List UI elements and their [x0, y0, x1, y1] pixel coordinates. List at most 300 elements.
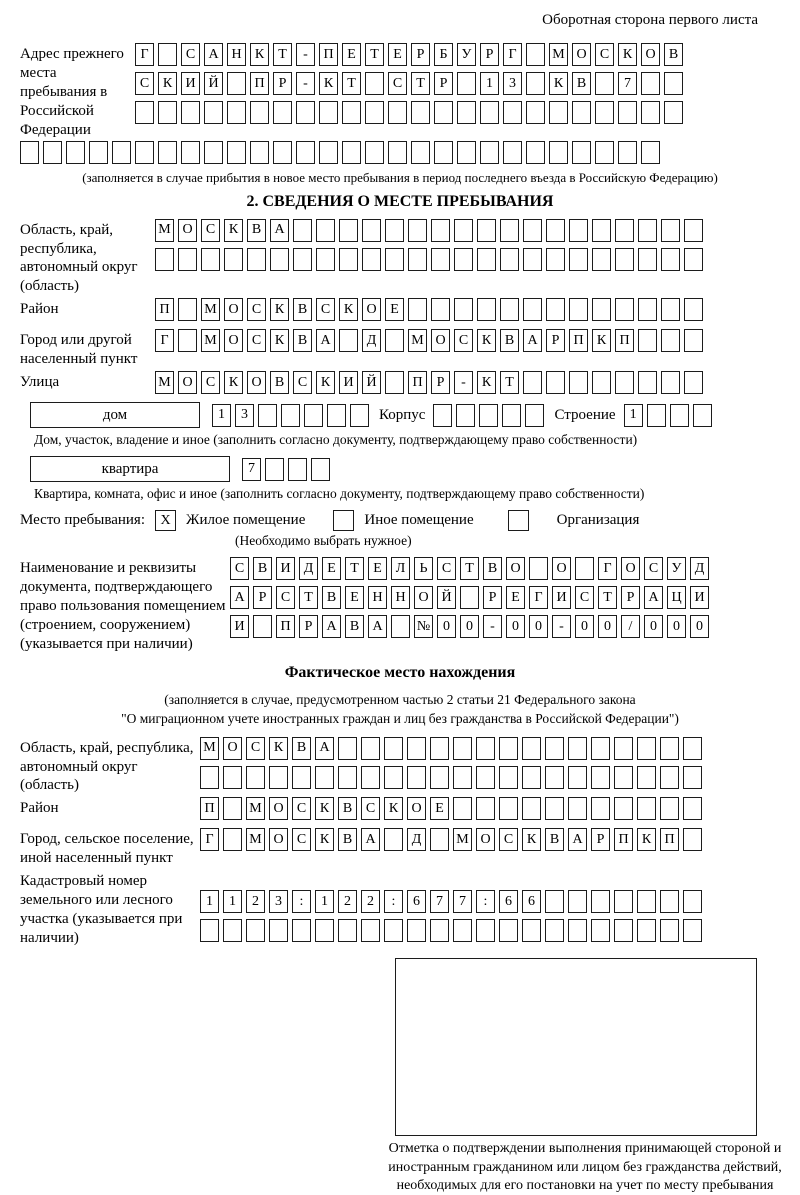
char-cell[interactable]	[661, 371, 680, 394]
char-cell[interactable]: Т	[299, 586, 318, 609]
char-cell[interactable]	[568, 919, 587, 942]
char-cell[interactable]	[661, 329, 680, 352]
char-cell[interactable]	[430, 737, 449, 760]
char-cell[interactable]: С	[201, 371, 220, 394]
char-cell[interactable]: К	[592, 329, 611, 352]
char-cell[interactable]	[311, 458, 330, 481]
char-cell[interactable]: С	[437, 557, 456, 580]
char-cell[interactable]: В	[345, 615, 364, 638]
char-cell[interactable]	[178, 329, 197, 352]
char-cell[interactable]	[365, 101, 384, 124]
char-cell[interactable]	[572, 141, 591, 164]
char-cell[interactable]: В	[293, 329, 312, 352]
char-cell[interactable]	[523, 371, 542, 394]
char-cell[interactable]: С	[135, 72, 154, 95]
char-cell[interactable]	[523, 219, 542, 242]
char-cell[interactable]: В	[483, 557, 502, 580]
char-cell[interactable]: 0	[529, 615, 548, 638]
char-cell[interactable]	[430, 766, 449, 789]
char-cell[interactable]: К	[315, 828, 334, 851]
char-cell[interactable]	[503, 141, 522, 164]
char-cell[interactable]	[385, 219, 404, 242]
char-cell[interactable]: 0	[460, 615, 479, 638]
char-cell[interactable]: Р	[253, 586, 272, 609]
char-cell[interactable]: П	[660, 828, 679, 851]
char-cell[interactable]	[20, 141, 39, 164]
char-cell[interactable]	[388, 141, 407, 164]
char-cell[interactable]: С	[361, 797, 380, 820]
char-cell[interactable]: 0	[690, 615, 709, 638]
char-cell[interactable]: К	[316, 371, 335, 394]
char-cell[interactable]: 6	[522, 890, 541, 913]
char-cell[interactable]	[683, 919, 702, 942]
char-cell[interactable]: П	[250, 72, 269, 95]
char-cell[interactable]: В	[292, 737, 311, 760]
char-cell[interactable]	[523, 248, 542, 271]
char-cell[interactable]: Р	[621, 586, 640, 609]
char-cell[interactable]	[408, 219, 427, 242]
char-cell[interactable]: У	[667, 557, 686, 580]
char-cell[interactable]: М	[549, 43, 568, 66]
char-cell[interactable]	[181, 101, 200, 124]
char-cell[interactable]	[638, 219, 657, 242]
char-cell[interactable]: Г	[529, 586, 548, 609]
char-cell[interactable]: К	[269, 737, 288, 760]
char-cell[interactable]: И	[230, 615, 249, 638]
char-cell[interactable]: У	[457, 43, 476, 66]
char-cell[interactable]: Б	[434, 43, 453, 66]
char-cell[interactable]: Г	[598, 557, 617, 580]
char-cell[interactable]	[499, 797, 518, 820]
char-cell[interactable]: Г	[503, 43, 522, 66]
char-cell[interactable]	[338, 766, 357, 789]
char-cell[interactable]: О	[362, 298, 381, 321]
char-cell[interactable]: В	[500, 329, 519, 352]
char-cell[interactable]	[664, 101, 683, 124]
char-cell[interactable]: В	[664, 43, 683, 66]
char-cell[interactable]	[638, 248, 657, 271]
char-cell[interactable]	[457, 101, 476, 124]
char-cell[interactable]	[227, 101, 246, 124]
char-cell[interactable]: В	[572, 72, 591, 95]
checkbox-organizatsiya[interactable]	[508, 510, 529, 531]
char-cell[interactable]: Н	[368, 586, 387, 609]
char-cell[interactable]	[591, 919, 610, 942]
char-cell[interactable]	[614, 737, 633, 760]
char-cell[interactable]: :	[384, 890, 403, 913]
char-cell[interactable]: М	[453, 828, 472, 851]
char-cell[interactable]: А	[368, 615, 387, 638]
char-cell[interactable]: Д	[690, 557, 709, 580]
char-cell[interactable]: О	[224, 329, 243, 352]
char-cell[interactable]	[502, 404, 521, 427]
char-cell[interactable]	[661, 298, 680, 321]
char-cell[interactable]: Р	[483, 586, 502, 609]
char-cell[interactable]	[273, 101, 292, 124]
char-cell[interactable]: А	[523, 329, 542, 352]
char-cell[interactable]	[431, 298, 450, 321]
char-cell[interactable]: П	[276, 615, 295, 638]
char-cell[interactable]: С	[575, 586, 594, 609]
char-cell[interactable]: В	[247, 219, 266, 242]
char-cell[interactable]	[454, 248, 473, 271]
char-cell[interactable]	[158, 101, 177, 124]
char-cell[interactable]	[660, 919, 679, 942]
char-cell[interactable]	[385, 248, 404, 271]
char-cell[interactable]: :	[476, 890, 495, 913]
char-cell[interactable]: М	[200, 737, 219, 760]
char-cell[interactable]: О	[414, 586, 433, 609]
char-cell[interactable]	[338, 737, 357, 760]
char-cell[interactable]	[454, 298, 473, 321]
char-cell[interactable]	[477, 248, 496, 271]
char-cell[interactable]	[647, 404, 666, 427]
char-cell[interactable]: Т	[345, 557, 364, 580]
char-cell[interactable]: 3	[235, 404, 254, 427]
char-cell[interactable]	[178, 248, 197, 271]
char-cell[interactable]	[338, 919, 357, 942]
char-cell[interactable]: К	[477, 371, 496, 394]
char-cell[interactable]	[595, 72, 614, 95]
char-cell[interactable]	[660, 766, 679, 789]
char-cell[interactable]: Ь	[414, 557, 433, 580]
char-cell[interactable]: И	[339, 371, 358, 394]
char-cell[interactable]	[684, 298, 703, 321]
char-cell[interactable]	[637, 797, 656, 820]
char-cell[interactable]	[224, 248, 243, 271]
char-cell[interactable]: 1	[480, 72, 499, 95]
char-cell[interactable]	[246, 919, 265, 942]
char-cell[interactable]: 1	[624, 404, 643, 427]
char-cell[interactable]: Р	[273, 72, 292, 95]
char-cell[interactable]	[384, 919, 403, 942]
char-cell[interactable]: И	[276, 557, 295, 580]
char-cell[interactable]	[223, 797, 242, 820]
char-cell[interactable]: 6	[407, 890, 426, 913]
char-cell[interactable]: Р	[480, 43, 499, 66]
char-cell[interactable]: 7	[430, 890, 449, 913]
char-cell[interactable]: М	[246, 797, 265, 820]
char-cell[interactable]: С	[181, 43, 200, 66]
char-cell[interactable]	[684, 219, 703, 242]
char-cell[interactable]	[670, 404, 689, 427]
char-cell[interactable]: А	[270, 219, 289, 242]
char-cell[interactable]	[269, 919, 288, 942]
char-cell[interactable]	[362, 248, 381, 271]
char-cell[interactable]	[615, 298, 634, 321]
char-cell[interactable]	[223, 766, 242, 789]
char-cell[interactable]: /	[621, 615, 640, 638]
char-cell[interactable]	[223, 919, 242, 942]
char-cell[interactable]	[112, 141, 131, 164]
char-cell[interactable]	[315, 766, 334, 789]
char-cell[interactable]	[683, 797, 702, 820]
char-cell[interactable]	[454, 219, 473, 242]
char-cell[interactable]	[569, 219, 588, 242]
char-cell[interactable]	[664, 72, 683, 95]
char-cell[interactable]: А	[568, 828, 587, 851]
char-cell[interactable]: О	[641, 43, 660, 66]
char-cell[interactable]: А	[230, 586, 249, 609]
char-cell[interactable]	[526, 72, 545, 95]
char-cell[interactable]	[660, 797, 679, 820]
char-cell[interactable]	[384, 766, 403, 789]
char-cell[interactable]	[545, 797, 564, 820]
char-cell[interactable]: С	[247, 329, 266, 352]
char-cell[interactable]: К	[224, 219, 243, 242]
char-cell[interactable]	[522, 737, 541, 760]
char-cell[interactable]	[522, 797, 541, 820]
char-cell[interactable]	[453, 919, 472, 942]
char-cell[interactable]	[288, 458, 307, 481]
char-cell[interactable]	[296, 141, 315, 164]
char-cell[interactable]	[408, 248, 427, 271]
char-cell[interactable]	[499, 766, 518, 789]
char-cell[interactable]: О	[224, 298, 243, 321]
char-cell[interactable]	[569, 248, 588, 271]
char-cell[interactable]: О	[269, 828, 288, 851]
char-cell[interactable]: К	[270, 329, 289, 352]
char-cell[interactable]	[457, 141, 476, 164]
char-cell[interactable]	[204, 141, 223, 164]
char-cell[interactable]	[204, 101, 223, 124]
char-cell[interactable]: Ц	[667, 586, 686, 609]
char-cell[interactable]	[339, 248, 358, 271]
char-cell[interactable]: Е	[385, 298, 404, 321]
char-cell[interactable]	[641, 141, 660, 164]
char-cell[interactable]: С	[644, 557, 663, 580]
char-cell[interactable]: С	[388, 72, 407, 95]
char-cell[interactable]	[591, 737, 610, 760]
char-cell[interactable]	[281, 404, 300, 427]
char-cell[interactable]	[526, 43, 545, 66]
char-cell[interactable]: :	[292, 890, 311, 913]
char-cell[interactable]	[316, 248, 335, 271]
char-cell[interactable]: О	[223, 737, 242, 760]
char-cell[interactable]	[385, 371, 404, 394]
char-cell[interactable]: Т	[273, 43, 292, 66]
char-cell[interactable]: Г	[155, 329, 174, 352]
char-cell[interactable]	[641, 101, 660, 124]
char-cell[interactable]: О	[407, 797, 426, 820]
char-cell[interactable]	[292, 766, 311, 789]
char-cell[interactable]	[683, 737, 702, 760]
char-cell[interactable]	[592, 298, 611, 321]
char-cell[interactable]: Е	[345, 586, 364, 609]
char-cell[interactable]	[319, 141, 338, 164]
char-cell[interactable]	[411, 141, 430, 164]
char-cell[interactable]: Р	[434, 72, 453, 95]
char-cell[interactable]: К	[270, 298, 289, 321]
char-cell[interactable]: О	[431, 329, 450, 352]
char-cell[interactable]: И	[552, 586, 571, 609]
char-cell[interactable]	[273, 141, 292, 164]
char-cell[interactable]	[545, 919, 564, 942]
char-cell[interactable]	[460, 586, 479, 609]
char-cell[interactable]	[319, 101, 338, 124]
char-cell[interactable]: М	[408, 329, 427, 352]
char-cell[interactable]: П	[569, 329, 588, 352]
char-cell[interactable]: Д	[362, 329, 381, 352]
char-cell[interactable]	[618, 141, 637, 164]
char-cell[interactable]	[546, 248, 565, 271]
char-cell[interactable]	[43, 141, 62, 164]
char-cell[interactable]: М	[155, 371, 174, 394]
char-cell[interactable]	[500, 219, 519, 242]
char-cell[interactable]	[591, 890, 610, 913]
char-cell[interactable]	[693, 404, 712, 427]
char-cell[interactable]: О	[506, 557, 525, 580]
char-cell[interactable]: 2	[338, 890, 357, 913]
char-cell[interactable]	[637, 766, 656, 789]
char-cell[interactable]	[637, 919, 656, 942]
char-cell[interactable]	[453, 737, 472, 760]
char-cell[interactable]	[614, 919, 633, 942]
char-cell[interactable]	[407, 919, 426, 942]
char-cell[interactable]	[431, 248, 450, 271]
char-cell[interactable]	[526, 101, 545, 124]
char-cell[interactable]	[365, 141, 384, 164]
char-cell[interactable]	[660, 890, 679, 913]
char-cell[interactable]: А	[644, 586, 663, 609]
char-cell[interactable]	[135, 101, 154, 124]
char-cell[interactable]: О	[621, 557, 640, 580]
char-cell[interactable]: -	[454, 371, 473, 394]
char-cell[interactable]: 2	[361, 890, 380, 913]
char-cell[interactable]	[258, 404, 277, 427]
char-cell[interactable]: В	[338, 828, 357, 851]
char-cell[interactable]	[638, 371, 657, 394]
char-cell[interactable]: С	[230, 557, 249, 580]
char-cell[interactable]: П	[615, 329, 634, 352]
char-cell[interactable]	[522, 919, 541, 942]
char-cell[interactable]: П	[319, 43, 338, 66]
char-cell[interactable]	[575, 557, 594, 580]
char-cell[interactable]	[545, 737, 564, 760]
char-cell[interactable]: К	[618, 43, 637, 66]
char-cell[interactable]	[430, 828, 449, 851]
char-cell[interactable]: М	[246, 828, 265, 851]
char-cell[interactable]	[525, 404, 544, 427]
char-cell[interactable]: О	[269, 797, 288, 820]
char-cell[interactable]	[293, 248, 312, 271]
char-cell[interactable]: Й	[437, 586, 456, 609]
char-cell[interactable]: С	[292, 828, 311, 851]
char-cell[interactable]: -	[296, 43, 315, 66]
char-cell[interactable]: 7	[453, 890, 472, 913]
char-cell[interactable]: 0	[506, 615, 525, 638]
char-cell[interactable]: Е	[322, 557, 341, 580]
char-cell[interactable]: Р	[431, 371, 450, 394]
char-cell[interactable]: Л	[391, 557, 410, 580]
char-cell[interactable]	[89, 141, 108, 164]
char-cell[interactable]	[342, 101, 361, 124]
char-cell[interactable]	[591, 766, 610, 789]
char-cell[interactable]: Н	[391, 586, 410, 609]
char-cell[interactable]	[135, 141, 154, 164]
char-cell[interactable]	[546, 371, 565, 394]
char-cell[interactable]	[270, 248, 289, 271]
char-cell[interactable]	[683, 766, 702, 789]
char-cell[interactable]: А	[316, 329, 335, 352]
char-cell[interactable]: В	[545, 828, 564, 851]
char-cell[interactable]: Е	[506, 586, 525, 609]
char-cell[interactable]: 7	[618, 72, 637, 95]
char-cell[interactable]	[684, 248, 703, 271]
char-cell[interactable]: С	[247, 298, 266, 321]
char-cell[interactable]: В	[270, 371, 289, 394]
char-cell[interactable]: В	[338, 797, 357, 820]
char-cell[interactable]: Р	[411, 43, 430, 66]
char-cell[interactable]: С	[454, 329, 473, 352]
char-cell[interactable]: М	[155, 219, 174, 242]
char-cell[interactable]	[569, 371, 588, 394]
char-cell[interactable]	[500, 298, 519, 321]
char-cell[interactable]: С	[201, 219, 220, 242]
char-cell[interactable]: К	[522, 828, 541, 851]
char-cell[interactable]: Й	[204, 72, 223, 95]
char-cell[interactable]: К	[319, 72, 338, 95]
char-cell[interactable]	[572, 101, 591, 124]
char-cell[interactable]: С	[292, 797, 311, 820]
char-cell[interactable]: Г	[200, 828, 219, 851]
char-cell[interactable]	[591, 797, 610, 820]
char-cell[interactable]: К	[250, 43, 269, 66]
char-cell[interactable]	[615, 219, 634, 242]
char-cell[interactable]: 1	[212, 404, 231, 427]
char-cell[interactable]	[327, 404, 346, 427]
char-cell[interactable]	[526, 141, 545, 164]
char-cell[interactable]	[614, 797, 633, 820]
char-cell[interactable]: А	[315, 737, 334, 760]
char-cell[interactable]	[339, 219, 358, 242]
char-cell[interactable]: П	[614, 828, 633, 851]
char-cell[interactable]	[569, 298, 588, 321]
char-cell[interactable]: В	[322, 586, 341, 609]
char-cell[interactable]	[477, 219, 496, 242]
char-cell[interactable]: №	[414, 615, 433, 638]
char-cell[interactable]: С	[246, 737, 265, 760]
char-cell[interactable]: -	[296, 72, 315, 95]
char-cell[interactable]	[201, 248, 220, 271]
char-cell[interactable]: О	[572, 43, 591, 66]
char-cell[interactable]: Н	[227, 43, 246, 66]
char-cell[interactable]: Г	[135, 43, 154, 66]
char-cell[interactable]	[615, 371, 634, 394]
char-cell[interactable]: Т	[365, 43, 384, 66]
char-cell[interactable]: Р	[591, 828, 610, 851]
char-cell[interactable]: М	[201, 329, 220, 352]
char-cell[interactable]	[456, 404, 475, 427]
char-cell[interactable]	[200, 766, 219, 789]
char-cell[interactable]: В	[253, 557, 272, 580]
char-cell[interactable]: С	[293, 371, 312, 394]
char-cell[interactable]	[661, 219, 680, 242]
char-cell[interactable]	[178, 298, 197, 321]
char-cell[interactable]	[223, 828, 242, 851]
char-cell[interactable]: 0	[667, 615, 686, 638]
char-cell[interactable]: К	[637, 828, 656, 851]
char-cell[interactable]	[476, 919, 495, 942]
char-cell[interactable]	[292, 919, 311, 942]
char-cell[interactable]: Е	[368, 557, 387, 580]
char-cell[interactable]	[155, 248, 174, 271]
char-cell[interactable]: О	[552, 557, 571, 580]
char-cell[interactable]: 2	[246, 890, 265, 913]
char-cell[interactable]	[683, 890, 702, 913]
char-cell[interactable]	[568, 890, 587, 913]
char-cell[interactable]	[595, 141, 614, 164]
